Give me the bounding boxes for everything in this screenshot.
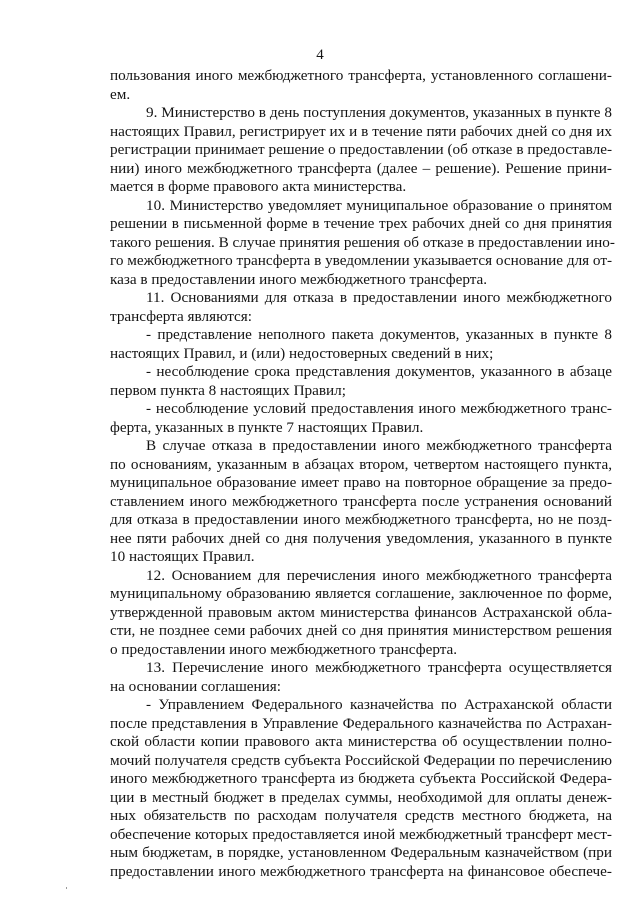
text-line: ным бюджетам, в порядке, установленном Федеральным казначейством (при (110, 844, 612, 861)
text-line: ных обязательств по расходам получателя средств местного бюджета, на (110, 807, 612, 824)
text-line: 9. Министерство в день поступления документов, указанных в пункте 8 (146, 104, 612, 121)
text-line: - несоблюдение срока представления документов, указанного в абзаце (146, 363, 612, 380)
text-line: - Управлением Федерального казначейства по Астраханской области (146, 696, 612, 713)
text-line: иного межбюджетного трансферта из бюджета субъекта Российской Федера- (110, 770, 612, 787)
text-line: после представления в Управление Федерального казначейства по Астрахан- (110, 714, 612, 732)
text-line: ции в местный бюджет в пределах суммы, необходимой для оплаты денеж- (110, 788, 612, 806)
text-line: первом пункта 8 настоящих Правил; (110, 381, 346, 399)
text-line: 13. Перечисление иного межбюджетного трансферта осуществляется (146, 659, 612, 676)
text-line: настоящих Правил, и (или) недостоверных сведений в них; (110, 344, 494, 362)
text-line: 10. Министерство уведомляет муниципальное образование о принятом (146, 196, 612, 214)
text-line: на основании соглашения: (110, 677, 281, 695)
text-line: 10 настоящих Правил. (110, 548, 255, 565)
text-line: предоставлении иного межбюджетного трансферта на финансовое обеспече- (110, 862, 612, 880)
text-line: 12. Основанием для перечисления иного межбюджетного трансферта (146, 566, 612, 584)
text-line: решении в письменной форме в течение трех рабочих дней со дня принятия (110, 215, 612, 232)
text-line: по основаниям, указанным в абзацах втором, четвертом настоящего пункта, (110, 455, 612, 473)
text-line: го межбюджетного трансферта в уведомлении указывается основание для от- (110, 252, 613, 269)
text-line: пользования иного межбюджетного трансферта, установленного соглашени- (110, 67, 612, 84)
text-line: - несоблюдение условий предоставления иного межбюджетного транс- (146, 400, 612, 417)
page-number: 4 (316, 47, 324, 63)
text-line: ем. (110, 85, 131, 103)
text-line: ставлением иного межбюджетного трансферта после устранения оснований (110, 492, 612, 510)
text-line: ской области копии правового акта министерства об осуществлении полно- (110, 733, 612, 750)
text-line: нии) иного межбюджетного трансферта (далее – решение). Решение прини- (110, 159, 612, 177)
text-line: для отказа в предоставлении иного межбюджетного трансферта, но не позд- (110, 511, 612, 528)
text-line: такого решения. В случае принятия решения об отказе в предоставлении ино- (110, 233, 615, 251)
document-body (110, 67, 615, 881)
text-line: 11. Основаниями для отказа в предоставлении иного межбюджетного (146, 289, 612, 306)
text-line: муниципальному образованию является соглашение, заключенное по форме, (110, 585, 612, 602)
text-line: - представление неполного пакета документов, указанных в пункте 8 (146, 326, 612, 343)
text-line: трансферта являются: (110, 307, 252, 325)
text-line: обеспечение которых предоставляется иной межбюджетный трансферт мест- (110, 825, 612, 843)
text-line: мается в форме правового акта министерства. (110, 178, 407, 195)
text-line: сти, не позднее семи рабочих дней со дня принятия министерством решения (110, 622, 612, 639)
text-line: ферта, указанных в пункте 7 настоящих Правил. (110, 418, 424, 436)
text-line: регистрации принимает решение о предоставлении (об отказе в предоставле- (110, 141, 612, 158)
scan-speck (66, 887, 67, 889)
text-line: нее пяти рабочих дней со дня получения уведомления, указанного в пункте (110, 529, 612, 547)
text-line: муниципальное образование имеет право на повторное обращение за предо- (110, 474, 612, 491)
text-line: настоящих Правил, регистрирует их и в течение пяти рабочих дней со дня их (110, 122, 612, 140)
text-line: мочий получателя средств субъекта Российской Федерации по перечислению (110, 751, 612, 769)
text-line: каза в предоставлении иного межбюджетного трансферта. (110, 270, 488, 288)
text-line: В случае отказа в предоставлении иного межбюджетного трансферта (146, 437, 612, 454)
text-line: о предоставлении иного межбюджетного трансферта. (110, 640, 458, 658)
text-line: утвержденной правовым актом министерства финансов Астраханской обла- (110, 603, 612, 621)
